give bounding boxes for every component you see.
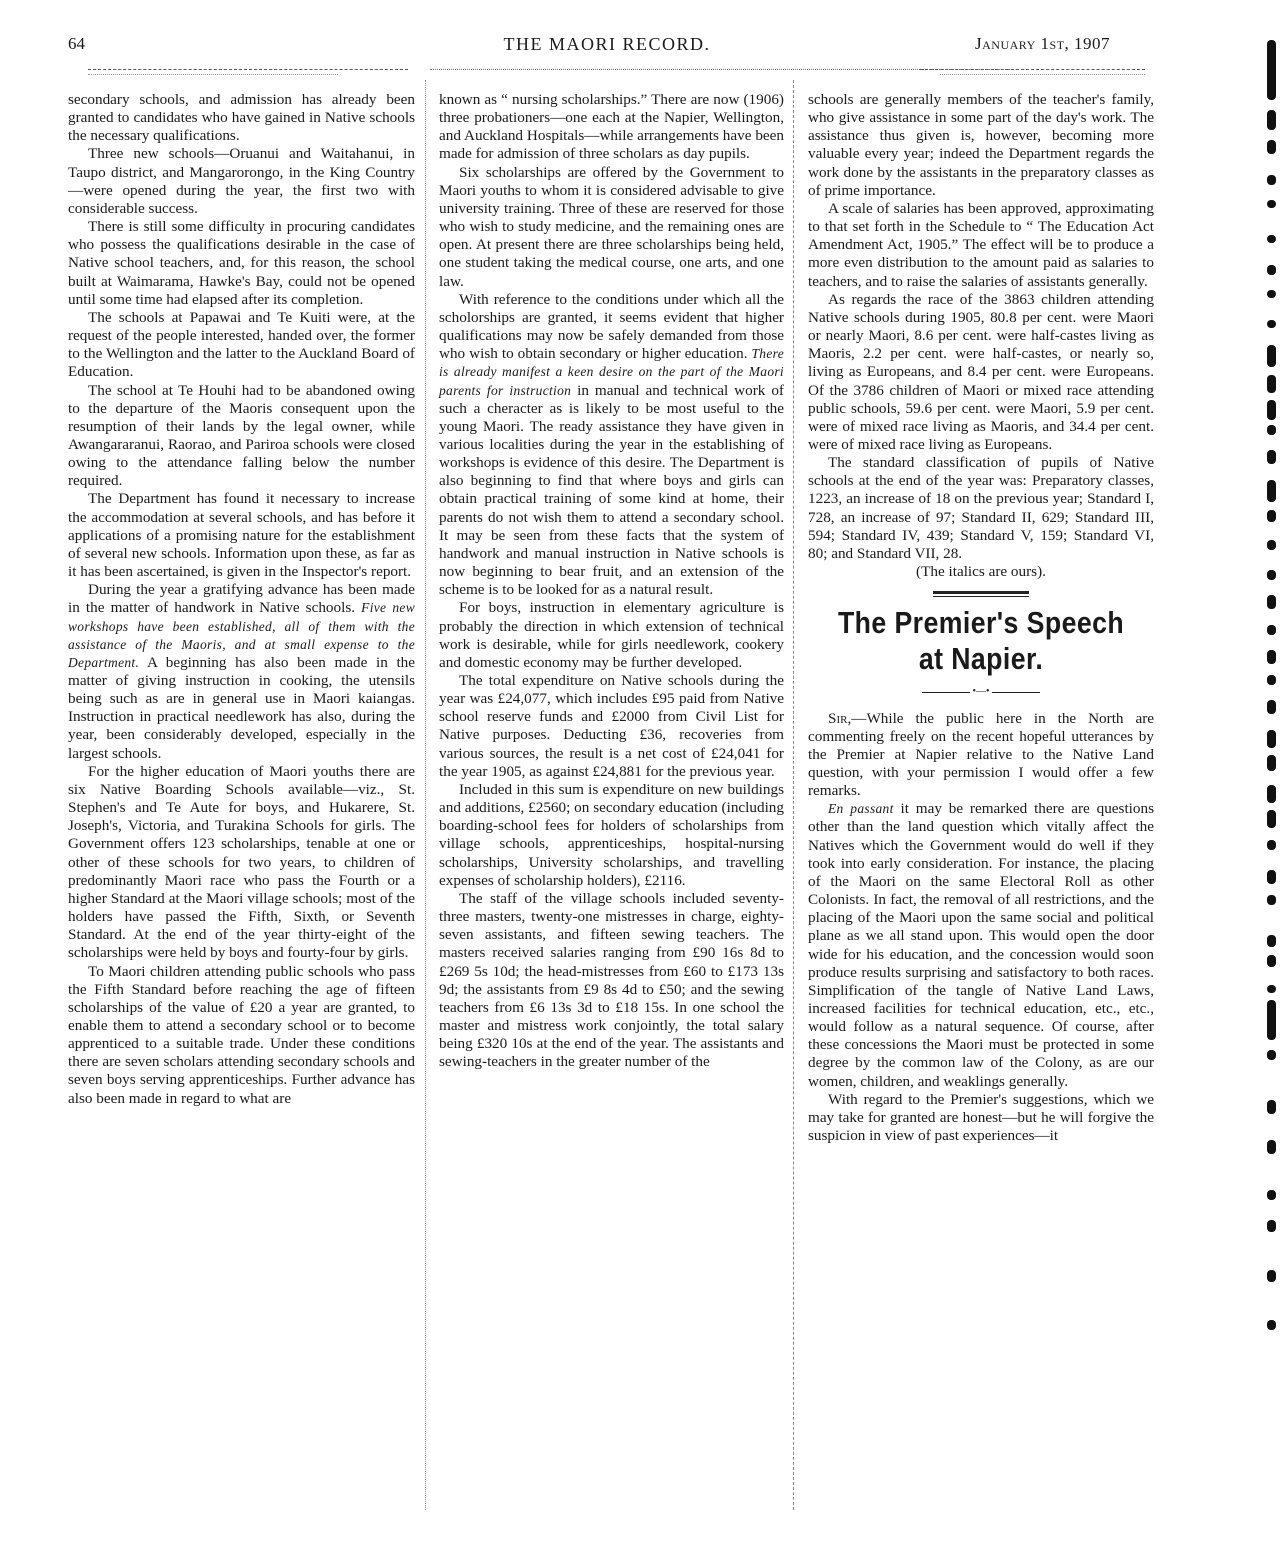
scan-speck <box>1267 235 1276 243</box>
paragraph: The total expenditure on Native schools during the year was £24,077, which includes £95 paid from Native school reserve funds and £2000 from Civil List for Native purposes. Deducting £36, recoveries from various sources, the result is a net cost of £24,041 for the year 1905, as against £24,881 for the previous year. <box>439 672 784 780</box>
editor-note: (The italics are ours). <box>916 563 1046 581</box>
scan-speck <box>1267 935 1276 947</box>
scan-speck <box>1267 1140 1276 1154</box>
text-run: With reference to the conditions under which all the scholorships are granted, it seems evident that higher qualifications may now be safely demanded from those who wish to obtain secondary or higher education. <box>439 290 784 363</box>
scan-speck <box>1267 755 1276 771</box>
paragraph: secondary schools, and admission has already been granted to candidates who have gained in Native schools the necessary qualifications. <box>68 91 415 145</box>
text-run: it may be remarked there are questions other than the land question which vitally affect the Natives which the Government would do well if they took into early consideration. For instance, the placing of the Maori on the same Electoral Roll as other Colonists. In fact, the removal of all restrictions, and the placing of the Maori upon the same social and political plane as we all stand upon. This would open the door wide for his education, and the concession would soon produce results surprising and satisfactory to both races. Simplification of the tangle of Native Land Laws, increased facilities for technical education, etc., etc., would follow as a natural sequence. Of course, after these concessions the Maori must be protected in some degree by the common law of the Colony, as are our women, children, and weaklings generally. <box>808 800 1154 1090</box>
paragraph: Six scholarships are offered by the Government to Maori youths to whom it is considered advisable to give university training. Three of these are reserved for those who wish to study medicine, and the remaining ones are open. At present there are three scholarships being held, one student taking the medical course, one arts, and one law. <box>439 163 784 290</box>
paragraph: A scale of salaries has been approved, approximating to that set forth in the Schedule to “ The Education Act Amendment Act, 1905.” The effect will be to produce a more even distribution to the amount paid as salaries to teachers, and to raise the salaries of assistants generally. <box>808 199 1154 290</box>
scan-speck <box>1267 1220 1276 1232</box>
scan-speck <box>1267 625 1276 635</box>
paragraph: Included in this sum is expenditure on new buildings and additions, £2560; on secondary education (including boarding-school fees for holders of scholarships from village schools, apprenticeships, hospital-nursing scholarships, University scholarships, and travelling expenses of scholarship holders), £2116. <box>439 780 784 889</box>
column-2 <box>439 91 784 1071</box>
italic-emphasis: Five new workshops have been established, all of them with the assistance of the Maoris, and at small expense to the Department. <box>68 600 415 670</box>
scan-speck <box>1267 595 1276 609</box>
paragraph: The Department has found it necessary to increase the accommodation at several schools, and has before it applications of a promising nature for the establishment of several new schools. Information upon these, as far as it has been ascertained, is given in the Inspector's report. <box>68 490 415 581</box>
scan-speck <box>1267 810 1276 828</box>
column-divider-1 <box>425 80 426 1510</box>
scan-speck <box>1267 730 1276 748</box>
scan-speck <box>1267 675 1276 685</box>
text-run: in manual and technical work of such a cheracter as is likely to be most useful to the young Maori. The ready assistance they have given in various localities during the year in the establishing of workshops is evidence of this desire. The Department is also beginning to find that where boys and girls can obtain practical training of some kind at home, their parents do not wish them to attend a secondary school. It may be seen from these facts that the system of handwork and manual instruction in Native schools is now beginning to bear fruit, and an extension of the scheme is to be looked for as a natural result. <box>439 381 784 599</box>
scan-speck <box>1267 955 1276 967</box>
paragraph: The school at Te Houhi had to be abandoned owing to the departure of the Maoris consequent upon the resumption of their lands by the legal owner, while Awangararanui, Raorao, and Pariroa schools were closed owing to the attendance falling below the number required. <box>68 381 415 490</box>
italic-emphasis: En passant <box>828 801 894 817</box>
header-subrule-left <box>88 74 338 75</box>
scan-speck <box>1267 450 1276 464</box>
paragraph: Three new schools—Oruanui and Waitahanui, in Taupo district, and Mangarorongo, in the King Country—were opened during the year, the first two with considerable success. <box>68 145 415 217</box>
paragraph: The staff of the village schools included seventy-three masters, twenty-one mistresses in charge, eighty-seven assistants, and fifteen sewing teachers. The masters received salaries ranging from £90 16s 8d to £269 5s 10d; the head-mistresses from £60 to £173 13s 9d; the assistants from £9 8s 4d to £50; and the sewing teachers from £6 13s 3d to £18 15s. In one school the master and mistress work conjointly, the total salary being £320 10s at the end of the year. The assistants and sewing-teachers in the greater number of the <box>439 889 784 1071</box>
paragraph-with-italics <box>808 800 1154 1091</box>
scan-speck <box>1267 290 1276 298</box>
column-1 <box>68 91 415 1108</box>
scan-speck <box>1267 840 1276 850</box>
column-divider-2 <box>793 80 794 1510</box>
text-run: During the year a gratifying advance has been made in the matter of handwork in Native schools. <box>68 581 415 617</box>
ornamental-rule <box>808 687 1154 697</box>
scan-speck <box>1267 1270 1276 1282</box>
paragraph: For the higher education of Maori youths there are six Native Boarding Schools available—viz., St. Stephen's and Te Aute for boys, and Hukarere, St. Joseph's, Victoria, and Turakina Schools for girls. The Government offers 123 scholarships, tenable at one or other of these schools for two years, to children of predominantly Maori race who pass the Fourth or a higher Standard at the Maori village schools; most of the holders have passed the Fifth, Sixth, or Seventh Standard. At the end of the year thirty-eight of the scholarships were held by boys and fourty-four by girls. <box>68 762 415 962</box>
scan-speck <box>1267 650 1276 664</box>
header-rule-left <box>88 69 408 70</box>
scan-speck <box>1267 320 1276 328</box>
ornament-icon: •—• <box>972 686 990 698</box>
scan-speck <box>1267 375 1276 393</box>
header-subrule-right <box>940 74 1145 75</box>
rule-line <box>922 692 970 693</box>
scan-speck <box>1267 400 1276 420</box>
paragraph-with-italics <box>439 291 784 600</box>
scan-speck <box>1267 570 1276 580</box>
paragraph: To Maori children attending public schools who pass the Fifth Standard before reaching the age of fifteen scholarships of the value of £20 a year are granted, to enable them to attend a secondary school or to become apprenticed to a suitable trade. Under these conditions there are seven scholars attending secondary schools and seven boys serving apprenticeships. Further advance has also been made in regard to what are <box>68 962 415 1107</box>
scan-speck <box>1267 265 1276 275</box>
scan-speck <box>1267 200 1276 208</box>
scan-speck <box>1267 985 1276 993</box>
scan-speck <box>1267 40 1276 100</box>
scan-edge-artifact <box>1265 40 1280 1440</box>
scan-speck <box>1267 540 1276 550</box>
scan-speck <box>1267 1100 1276 1114</box>
salutation: Sir, <box>828 709 852 727</box>
italic-emphasis: There is already manifest a keen desire on the part of the Maori parents for instruction <box>439 346 784 398</box>
scan-speck <box>1267 870 1276 884</box>
scan-speck <box>1267 425 1276 435</box>
scan-speck <box>1267 785 1276 803</box>
paragraph: There is still some difficulty in procuring candidates who possess the qualifications desirable in the case of Native school teachers, and, for this reason, the school built at Waimarama, Hawke's Bay, could not be opened until some time had elapsed after its completion. <box>68 218 415 308</box>
rule-line <box>992 692 1040 693</box>
scan-speck <box>1267 700 1276 714</box>
scan-speck <box>1267 175 1276 185</box>
scan-speck <box>1267 1000 1276 1040</box>
paragraph: As regards the race of the 3863 children attending Native schools during 1905, 80.8 per cent. were Maori or nearly Maori, 8.6 per cent. were half-castes living as Maoris, 2.2 per cent. were half-castes, or nearly so, living as Europeans, and 8.4 per cent. were Europeans. Of the 3786 children of Maori or mixed race attending public schools, 59.6 per cent. were Maori, 5.9 per cent. were of mixed race living as Maoris, and 34.4 per cent. were of mixed race living as Europeans. <box>808 290 1154 453</box>
scan-speck <box>1267 140 1276 154</box>
scan-speck <box>1267 510 1276 522</box>
paragraph-with-italics <box>68 581 415 763</box>
letter-opening <box>808 710 1154 801</box>
text-run: A beginning has also been made in the matter of giving instruction in cooking, the utensils being such as are in general use in Maori kaiangas. Instruction in practical needlework has also, during the year, been considerably developed, especially in the largest schools. <box>68 653 415 762</box>
scan-speck <box>1267 1050 1276 1060</box>
section-divider <box>933 591 1029 597</box>
text-run: —While the public here in the North are commenting freely on the recent hopeful utterances by the Premier at Napier relative to the Native Land question, with your permission I would offer a few remarks. <box>808 709 1154 800</box>
paragraph: The standard classification of pupils of Native schools at the end of the year was: Preparatory classes, 1223, an increase of 18 on the previous year; Standard I, 728, an increase of 97; Standard II, 629; Standard III, 594; Standard IV, 439; Standard V, 159; Standard VI, 80; and Standard VII, 28. <box>808 454 1154 562</box>
scan-speck <box>1267 1190 1276 1200</box>
scan-speck <box>1267 895 1276 905</box>
paragraph: For boys, instruction in elementary agriculture is probably the direction in which extension of technical work is desirable, while for girls needlework, cookery and domestic economy may be further developed. <box>439 599 784 671</box>
publication-title-text: THE MAORI RECORD. <box>503 34 711 54</box>
page-number: 64 <box>68 34 85 53</box>
column-3 <box>808 91 1154 1145</box>
running-header <box>0 30 1280 60</box>
scan-speck <box>1267 480 1276 502</box>
scan-speck <box>1267 110 1276 130</box>
article-headline: The Premier's Speech at Napier. <box>837 605 1125 677</box>
scan-speck <box>1267 345 1276 367</box>
paragraph: known as “ nursing scholarships.” There are now (1906) three probationers—one each at the Napier, Wellington, and Auckland Hospitals—while arrangements have been made for admission of three scholars as day pupils. <box>439 91 784 163</box>
paragraph: schools are generally members of the teacher's family, who give assistance in some part of the day's work. The assistance thus given is, however, becoming more valuable every year; indeed the Department regards the work done by the assistants in the preparatory classes as of prime importance. <box>808 91 1154 199</box>
scan-speck <box>1267 1320 1276 1330</box>
paragraph: The schools at Papawai and Te Kuiti were, at the request of the people interested, handed over, the former to the Wellington and the latter to the Auckland Board of Education. <box>68 308 415 381</box>
header-rule-right <box>920 69 1145 70</box>
issue-date: January 1st, 1907 <box>975 34 1111 53</box>
paragraph: With regard to the Premier's suggestions, which we may take for granted are honest—but he will forgive the suspicion in view of past experiences—it <box>808 1090 1154 1145</box>
